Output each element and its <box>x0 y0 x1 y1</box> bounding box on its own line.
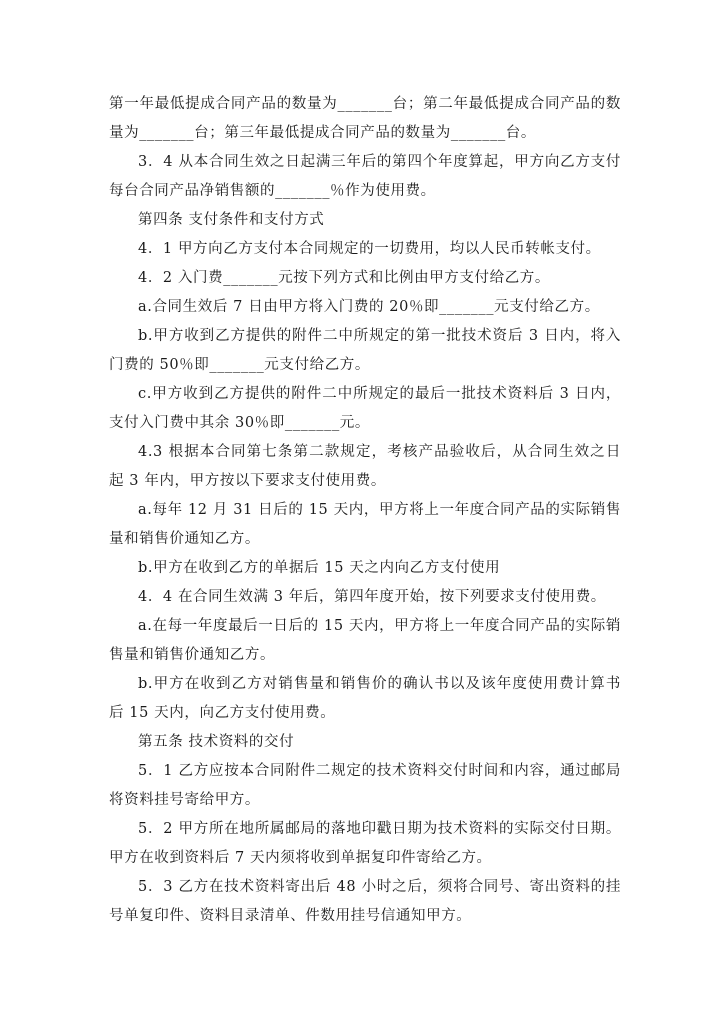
paragraph-3-4: 3．4 从本合同生效之日起满三年后的第四个年度算起，甲方向乙方支付每台合同产品净销售额的_______％作为使用费。 <box>109 154 621 199</box>
paragraph-5-2: 5．2 甲方所在地所属邮局的落地印戳日期为技术资料的实际交付日期。甲方在收到资料后 7 天内须将收到单据复印件寄给乙方。 <box>109 821 621 866</box>
paragraph-4-1: 4．1 甲方向乙方支付本合同规定的一切费用，均以人民币转帐支付。 <box>138 241 601 257</box>
paragraph-4-3: 4.3 根据本合同第七条第二款规定，考核产品验收后，从合同生效之日起 3 年内，甲方按以下要求支付使用费。 <box>109 444 621 489</box>
paragraph-5-1: 5．1 乙方应按本合同附件二规定的技术资料交付时间和内容，通过邮局将资料挂号寄给甲方。 <box>109 763 621 808</box>
paragraph-4-2-b: b.甲方收到乙方提供的附件二中所规定的第一批技术资后 3 日内，将入门费的 50％即_______元支付给乙方。 <box>109 328 621 373</box>
paragraph-4-3-a: a.每年 12 月 31 日后的 15 天内，甲方将上一年度合同产品的实际销售量和销售价通知乙方。 <box>109 502 621 547</box>
document-body <box>109 90 621 931</box>
paragraph-4-4-a: a.在每一年度最后一日后的 15 天内，甲方将上一年度合同产品的实际销售量和销售价通知乙方。 <box>109 618 621 663</box>
heading-article-5: 第五条 技术资料的交付 <box>138 734 295 750</box>
paragraph-quantity-minimums: 第一年最低提成合同产品的数量为_______台；第二年最低提成合同产品的数量为_______台；第三年最低提成合同产品的数量为_______台。 <box>109 96 621 141</box>
paragraph-4-2-a: a.合同生效后 7 日由甲方将入门费的 20％即_______元支付给乙方。 <box>138 299 600 315</box>
paragraph-4-2-c: c.甲方收到乙方提供的附件二中所规定的最后一批技术资料后 3 日内，支付入门费中其余 30％即_______元。 <box>109 386 621 431</box>
paragraph-4-3-b: b.甲方在收到乙方的单据后 15 天之内向乙方支付使用 <box>138 560 501 576</box>
heading-article-4: 第四条 支付条件和支付方式 <box>138 212 325 228</box>
paragraph-4-4: 4．4 在合同生效满 3 年后，第四年度开始，按下列要求支付使用费。 <box>138 589 606 605</box>
paragraph-5-3: 5．3 乙方在技术资料寄出后 48 小时之后，须将合同号、寄出资料的挂号单复印件、资料目录清单、件数用挂号信通知甲方。 <box>109 879 621 924</box>
paragraph-4-4-b: b.甲方在收到乙方对销售量和销售价的确认书以及该年度使用费计算书后 15 天内，向乙方支付使用费。 <box>109 676 621 721</box>
paragraph-4-2: 4．2 入门费_______元按下列方式和比例由甲方支付给乙方。 <box>138 270 551 286</box>
